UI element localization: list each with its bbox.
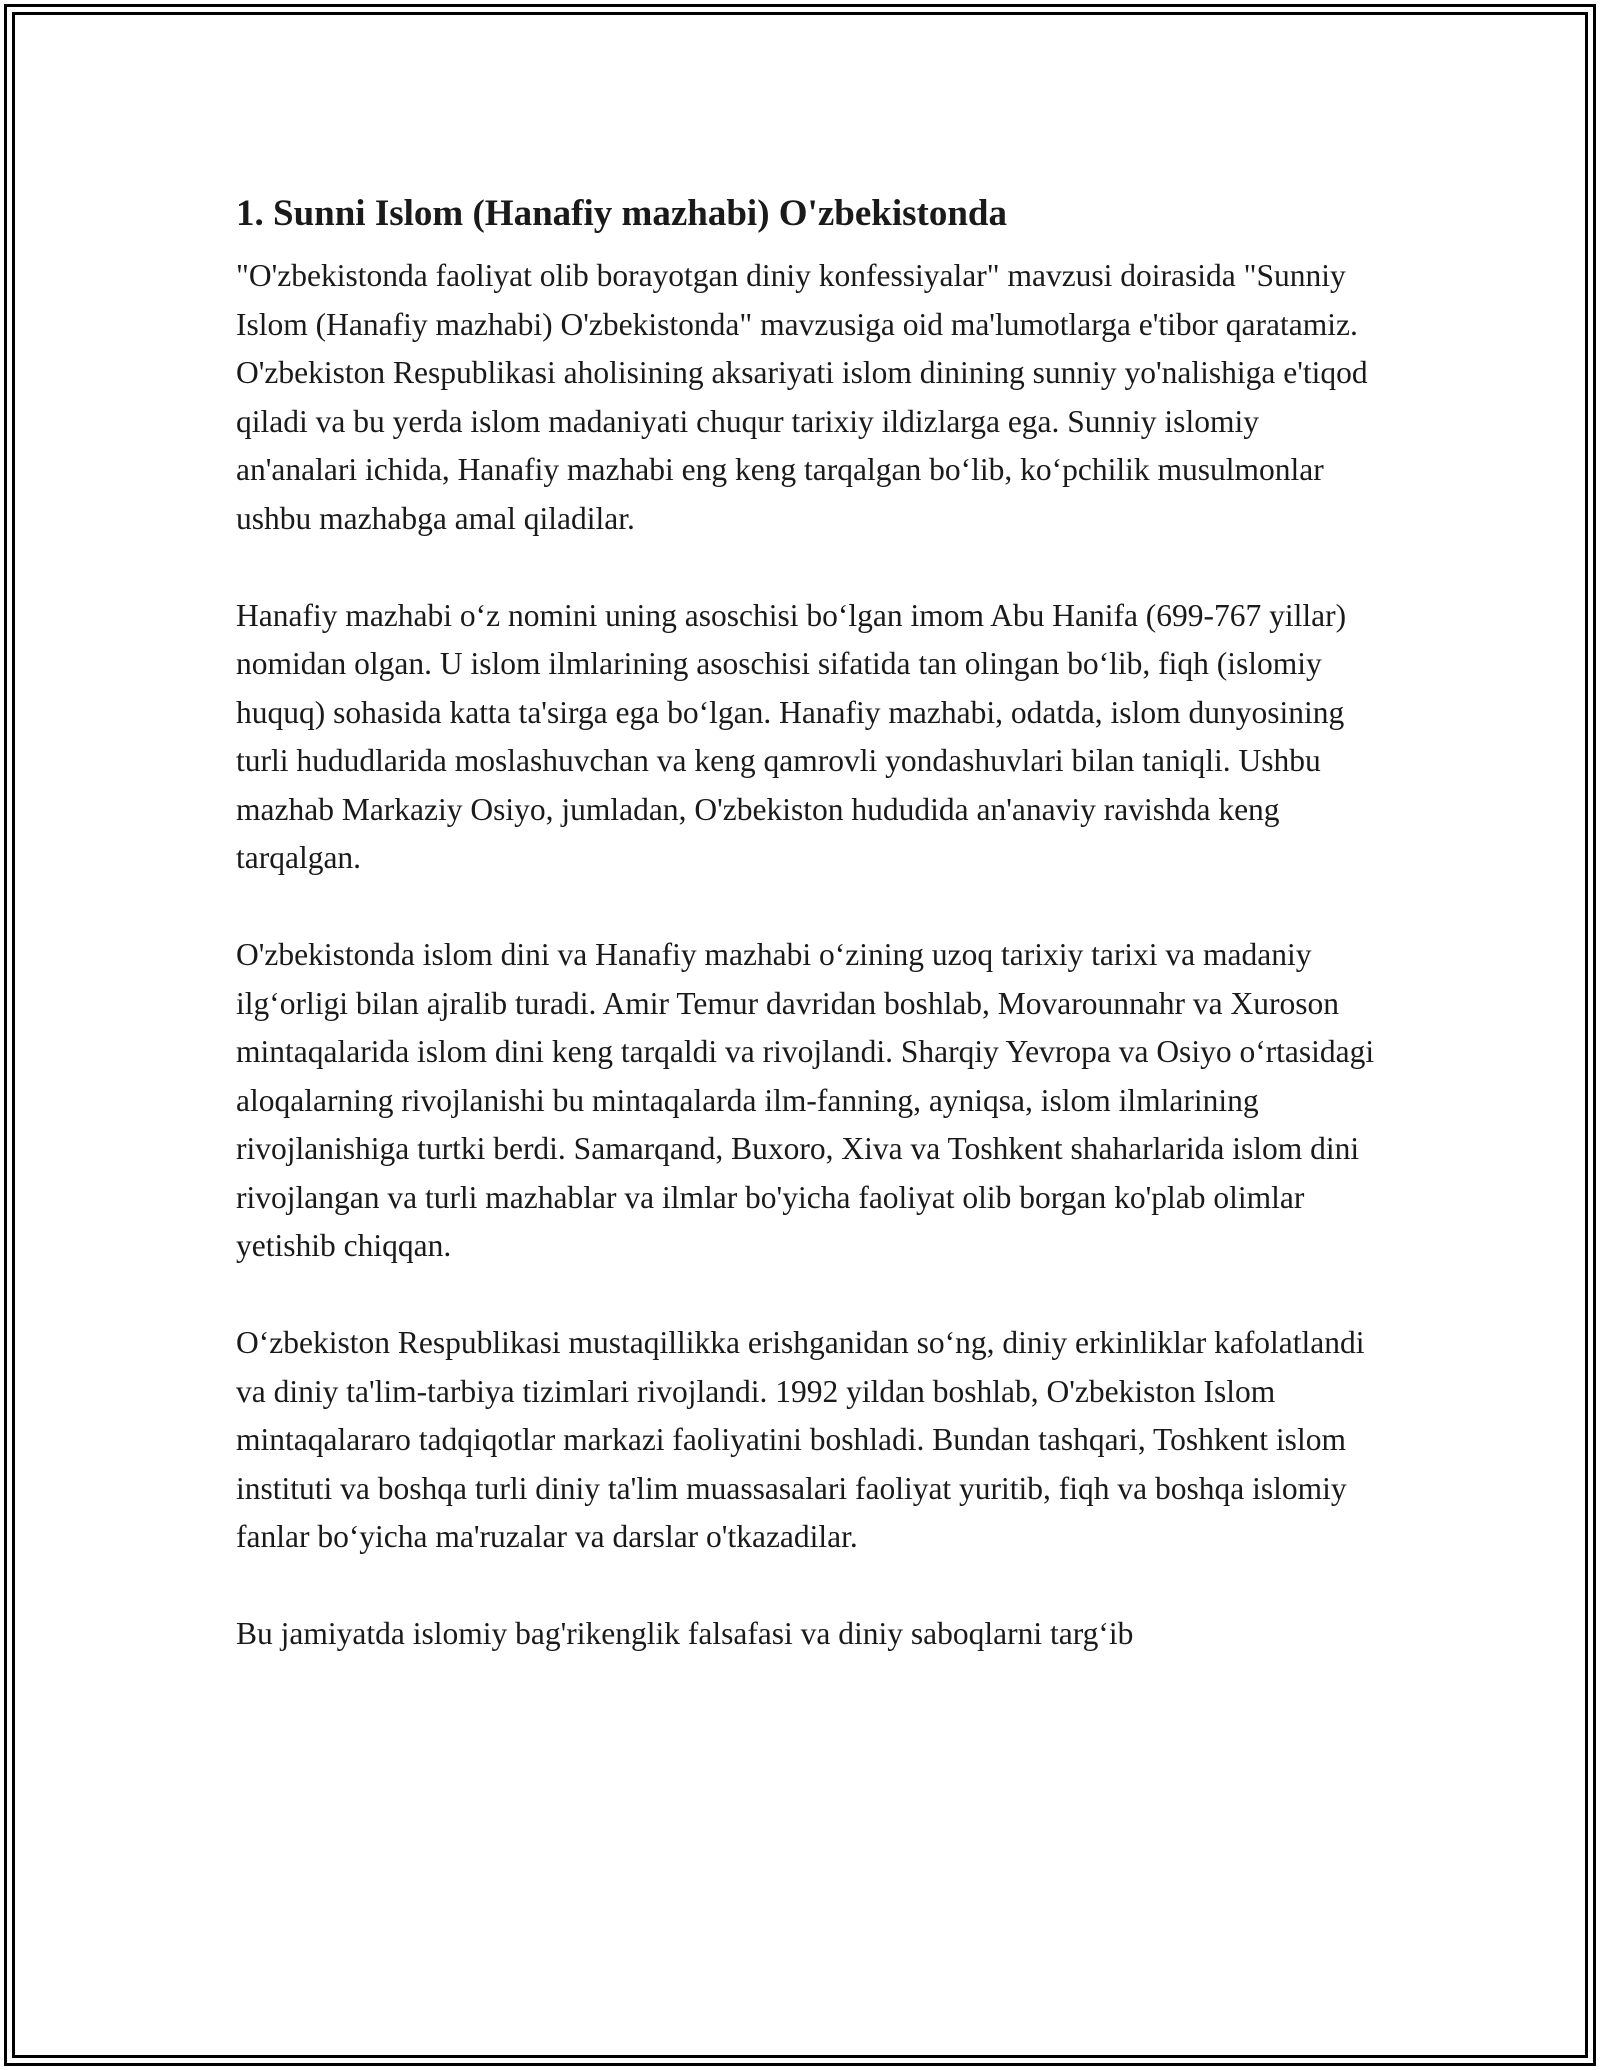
paragraph-3: O'zbekistonda islom dini va Hanafiy mazhabi o‘zining uzoq tarixiy tarixi va madaniy ilg‘orligi bilan ajralib turadi. Amir Temur davridan boshlab, Movarounnahr va Xuroson mintaqalarida islom dini keng tarqaldi va rivojlandi. Sharqiy Yevropa va Osiyo o‘rtasidagi aloqalarning rivojlanishi bu mintaqalarda ilm-fanning, ayniqsa, islom ilmlarining rivojlanishiga turtki berdi. Samarqand, Buxoro, Xiva va Toshkent shaharlarida islom dini rivojlangan va turli mazhablar va ilmlar bo'yicha faoliyat olib borgan ko'plab olimlar yetishib chiqqan.: [236, 937, 1375, 1263]
paragraph-1: "O'zbekistonda faoliyat olib borayotgan diniy konfessiyalar" mavzusi doirasida "Sunniy Islom (Hanafiy mazhabi) O'zbekistonda" mavzusiga oid ma'lumotlarga e'tibor qaratamiz. O'zbekiston Respublikasi aholisining aksariyati islom dinining sunniy yo'nalishiga e'tiqod qiladi va bu yerda islom madaniyati chuqur tarixiy ildizlarga ega. Sunniy islomiy an'analari ichida, Hanafiy mazhabi eng keng tarqalgan bo‘lib, ko‘pchilik musulmonlar ushbu mazhabga amal qiladilar.: [236, 258, 1368, 536]
page-title: 1. Sunni Islom (Hanafiy mazhabi) O'zbekistonda: [236, 193, 1007, 234]
paragraph-5: Bu jamiyatda islomiy bag'rikenglik falsafasi va diniy saboqlarni targ‘ib: [236, 1616, 1134, 1651]
paragraph-4: O‘zbekiston Respublikasi mustaqillikka erishganidan so‘ng, diniy erkinliklar kafolatlandi va diniy ta'lim-tarbiya tizimlari rivojlandi. 1992 yildan boshlab, O'zbekiston Islom mintaqalararo tadqiqotlar markazi faoliyatini boshladi. Bundan tashqari, Toshkent islom instituti va boshqa turli diniy ta'lim muassasalari faoliyat yuritib, fiqh va boshqa islomiy fanlar bo‘yicha ma'ruzalar va darslar o'tkazadilar.: [236, 1325, 1365, 1554]
paragraph-2: Hanafiy mazhabi o‘z nomini uning asoschisi bo‘lgan imom Abu Hanifa (699-767 yillar) nomidan olgan. U islom ilmlarining asoschisi sifatida tan olingan bo‘lib, fiqh (islomiy huquq) sohasida katta ta'sirga ega bo‘lgan. Hanafiy mazhabi, odatda, islom dunyosining turli hududlarida moslashuvchan va keng qamrovli yondashuvlari bilan taniqli. Ushbu mazhab Markaziy Osiyo, jumladan, O'zbekiston hududida an'anaviy ravishda keng tarqalgan.: [236, 597, 1347, 875]
document-body: [236, 188, 1376, 1707]
